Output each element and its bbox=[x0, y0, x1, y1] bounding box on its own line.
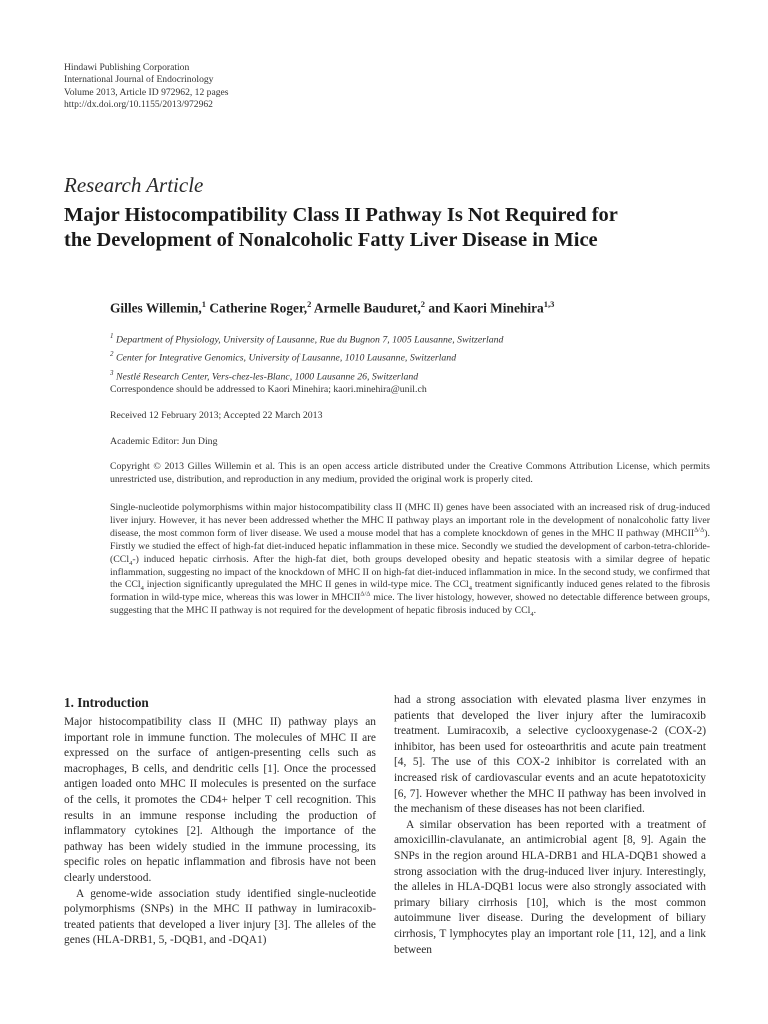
affiliation-item bbox=[110, 329, 503, 347]
body-column-right bbox=[394, 693, 706, 958]
affiliation-list bbox=[110, 329, 503, 384]
copyright-notice: Copyright © 2013 Gilles Willemin et al. This is an open access article distributed under the Creative Commons Attribution License, which permits unrestricted use, distribution, and reproduction in any medium, provided the original work is properly cited. bbox=[110, 461, 710, 485]
affiliation-number: 3 bbox=[110, 368, 114, 377]
correspondence-note: Correspondence should be addressed to Kaori Minehira; kaori.minehira@unil.ch bbox=[110, 384, 427, 395]
author-name: and Kaori Minehira bbox=[428, 300, 544, 316]
author-affiliation-marker: 1 bbox=[201, 299, 207, 309]
academic-editor: Academic Editor: Jun Ding bbox=[110, 436, 218, 447]
author-affiliation-marker: 2 bbox=[420, 299, 426, 309]
journal-header bbox=[64, 62, 229, 112]
abstract bbox=[110, 502, 710, 618]
affiliation-number: 2 bbox=[110, 350, 114, 359]
affiliation-text: Center for Integrative Genomics, University of Lausanne, 1010 Lausanne, Switzerland bbox=[115, 352, 457, 364]
author-affiliation-marker: 1,3 bbox=[543, 299, 555, 309]
article-kind: Research Article bbox=[64, 173, 204, 197]
abstract-text: . bbox=[533, 605, 537, 617]
abstract-subscript: 4 bbox=[530, 611, 534, 619]
abstract-superscript: Δ/Δ bbox=[360, 591, 371, 599]
doi-link[interactable]: http://dx.doi.org/10.1155/2013/972962 bbox=[64, 99, 213, 111]
publisher-name: Hindawi Publishing Corporation bbox=[64, 62, 190, 73]
abstract-subscript: 4 bbox=[140, 585, 144, 593]
affiliation-text: Department of Physiology, University of Lausanne, Rue du Bugnon 7, 1005 Lausanne, Switzerland bbox=[115, 334, 504, 346]
abstract-subscript: 4 bbox=[468, 585, 472, 593]
article-title bbox=[64, 203, 724, 253]
title-line-2: the Development of Nonalcoholic Fatty Liver Disease in Mice bbox=[64, 229, 598, 251]
body-paragraph: A similar observation has been reported with a treatment of amoxicillin-clavulanate, an antimicrobial agent [8, 9]. Again the SNPs in the region around HLA-DRB1 and HLA-DQB1 showed a strong association with the drug-induced liver injury. Interestingly, the alleles in HLA-DQB1 locus were also strongly associated with primary biliary cirrhosis [10], which is the most common autoimmune liver disease. During the development of biliary cirrhosis, T lymphocytes play an important role [11, 12], and a link between bbox=[394, 818, 706, 956]
affiliation-number: 1 bbox=[110, 332, 114, 340]
author-name: Catherine Roger, bbox=[209, 300, 308, 316]
title-line-1: Major Histocompatibility Class II Pathway Is Not Required for bbox=[64, 204, 618, 226]
author-list bbox=[110, 299, 554, 316]
affiliation-item bbox=[110, 366, 503, 384]
journal-name: International Journal of Endocrinology bbox=[64, 74, 214, 86]
author-name: Gilles Willemin, bbox=[110, 300, 202, 316]
affiliation-text: Nestlé Research Center, Vers-chez-les-Blanc, 1000 Lausanne 26, Switzerland bbox=[115, 371, 419, 383]
author-name: Armelle Bauduret, bbox=[313, 300, 421, 316]
body-paragraph: had a strong association with elevated plasma liver enzymes in patients that developed the liver injury after the lumiracoxib treatment. Lumiracoxib, a selective cyclooxygenase-2 (COX-2) inhibitor, has been used for osteoarthritis and acute pain treatment [4, 5]. The use of this COX-2 inhibitor is correlated with an increased risk of cardiovascular events and an acute hepatotoxicity [6, 7]. However whether the MHC II pathway has been involved in the mechanism of these diseases has not been clarified. bbox=[394, 694, 706, 816]
body-column-left bbox=[64, 715, 376, 949]
received-dates: Received 12 February 2013; Accepted 22 March 2013 bbox=[110, 410, 323, 421]
abstract-text: ). Firstly we studied the effect of high-fat diet-induced hepatic inflammation in these mice. Secondly we studied the development of carbon-tetra-chloride- (CCl bbox=[110, 527, 710, 565]
body-paragraph: Major histocompatibility class II (MHC II) pathway plays an important role in immune function. The molecules of MHC II are expressed on the surface of antigen-presenting cells such as macrophages, B cells, and dendritic cells [1]. Once the processed antigen loaded onto MHC II molecules is presented on the surface of the cells, it promotes the CD4+ helper T cell recognition. This results in an immune response including the production of inflammatory cytokines [2]. Although the importance of the pathway has been widely studied in the immune processing, its specific roles on hepatic inflammation and fibrosis have not been clearly understood. bbox=[64, 716, 376, 884]
abstract-text: -) induced hepatic cirrhosis. After the high-fat diet, both groups developed obesity and hepatic steatosis with a similar degree of hepatic inflammation, suggesting no impact of the knockdown of MHC II on high-fat diet-induced inflammation in mice. In the second study, we confirmed that the CCl bbox=[110, 553, 710, 591]
abstract-text: treatment significantly induced genes related to the fibrosis formation in wild-type mice, whereas this was lower in MHCII bbox=[110, 579, 710, 604]
abstract-text: mice. The liver histology, however, showed no detectable difference between groups, suggesting that the MHC II pathway is not required for the development of hepatic fibrosis induced by CCl bbox=[110, 592, 710, 617]
affiliation-item bbox=[110, 347, 503, 365]
author-affiliation-marker: 2 bbox=[307, 299, 312, 309]
section-heading-introduction: 1. Introduction bbox=[64, 695, 149, 710]
body-paragraph: A genome-wide association study identified single-nucleotide polymorphisms (SNPs) in the MHC II pathway in lumiracoxib-treated patients that developed a liver injury [3]. The alleles of the genes (HLA-DRB1, 5, -DQB1, and -DQA1) bbox=[64, 887, 376, 947]
abstract-text: injection significantly upregulated the MHC II genes in wild-type mice. The CCl bbox=[143, 579, 469, 591]
volume-info: Volume 2013, Article ID 972962, 12 pages bbox=[64, 86, 229, 98]
abstract-superscript: Δ/Δ bbox=[694, 526, 705, 534]
abstract-text: Single-nucleotide polymorphisms within major histocompatibility class II (MHC II) genes have been associated with an increased risk of drug-induced liver injury. However, it has never been addressed whether the MHC II pathway plays an important role in the development of nonalcoholic fatty liver disease, the most common form of liver disease. We used a mouse model that has a complete knockdown of genes in the MHC II pathway (MHCII bbox=[110, 502, 710, 539]
abstract-subscript: 4 bbox=[129, 559, 133, 567]
